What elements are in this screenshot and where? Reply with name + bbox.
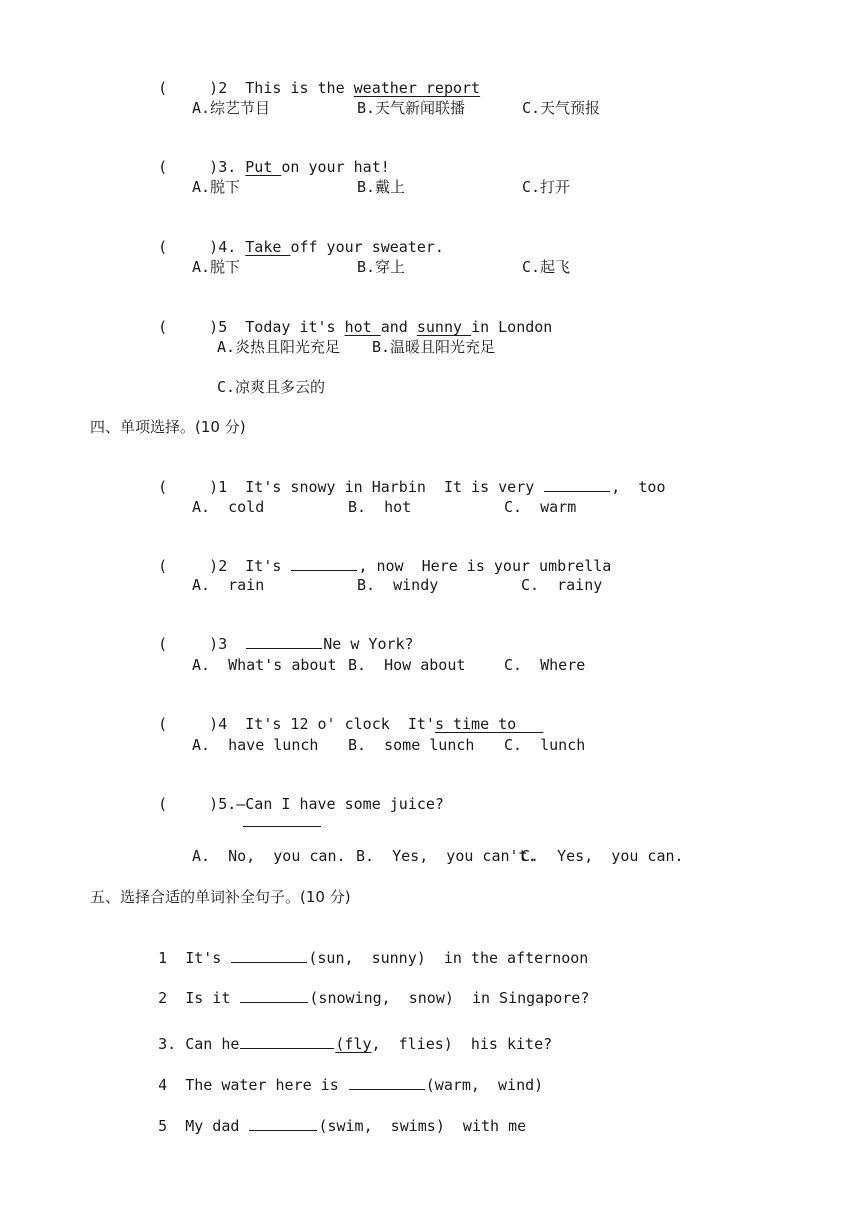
answer-paren-open[interactable]: ( <box>158 79 168 97</box>
option-c[interactable]: C. warm <box>504 498 577 516</box>
question-text: It's 12 o' clock It' <box>245 715 435 733</box>
sentence-text: It's <box>185 949 231 967</box>
option-a[interactable]: A. have lunch <box>192 736 319 754</box>
option-a[interactable]: A.炎热且阳光充足 <box>217 338 341 356</box>
question-text-end: in London <box>471 318 553 336</box>
answer-paren-open[interactable]: ( <box>158 557 168 575</box>
underlined-word-sunny: sunny <box>416 318 472 336</box>
option-a[interactable]: A. cold <box>192 498 265 516</box>
option-c[interactable]: C.起飞 <box>522 258 571 276</box>
answer-paren-close: ) <box>209 158 219 176</box>
sentence-text: Can he <box>185 1035 240 1053</box>
answer-paren-open[interactable]: ( <box>158 238 168 256</box>
answer-paren-open[interactable]: ( <box>158 795 168 813</box>
option-b[interactable]: B. some lunch <box>348 736 475 754</box>
option-b[interactable]: B. How about <box>348 656 466 674</box>
sentence-5-5 <box>122 1096 526 1156</box>
answer-paren-open[interactable]: ( <box>158 318 168 336</box>
option-a[interactable]: A. rain <box>192 576 265 594</box>
underlined-phrase: Put <box>245 158 282 176</box>
section-4-title: 四、单项选择。(10 分) <box>90 418 246 436</box>
option-b[interactable]: B. Yes, you can't. <box>356 847 537 865</box>
answer-paren-close: ) <box>209 557 219 575</box>
answer-blank[interactable] <box>349 1075 425 1090</box>
answer-paren-open[interactable]: ( <box>158 158 168 176</box>
answer-blank[interactable] <box>243 826 321 827</box>
question-text: This is the <box>245 79 354 97</box>
question-number: 2 <box>218 557 228 575</box>
underlined-word-hot: hot <box>344 318 381 336</box>
option-a[interactable]: A.脱下 <box>192 258 241 276</box>
answer-paren-close: ) <box>209 238 219 256</box>
answer-paren-close: ) <box>209 635 219 653</box>
option-c[interactable]: C.打开 <box>522 178 571 196</box>
question-text-end: , too <box>611 478 666 496</box>
option-a[interactable]: A.脱下 <box>192 178 241 196</box>
question-text: off your sweater. <box>290 238 444 256</box>
question-text: It's snowy in Harbin It is very <box>245 478 544 496</box>
option-a[interactable]: A.综艺节目 <box>192 99 271 117</box>
option-b[interactable]: B.天气新闻联播 <box>357 99 466 117</box>
answer-paren-open[interactable]: ( <box>158 478 168 496</box>
sentence-text-end: (sun, sunny) in the afternoon <box>308 949 589 967</box>
sentence-text-end: (warm, wind) <box>425 1076 544 1094</box>
answer-blank[interactable] <box>291 556 357 571</box>
sentence-number: 1 <box>158 949 168 967</box>
option-c[interactable]: C.天气预报 <box>522 99 601 117</box>
option-c[interactable]: C. lunch <box>504 736 586 754</box>
answer-blank[interactable] <box>544 477 610 492</box>
question-text: on your hat! <box>281 158 390 176</box>
sentence-text-end: , flies) his kite? <box>371 1035 553 1053</box>
answer-blank[interactable] <box>249 1116 317 1131</box>
question-text: It's <box>245 557 291 575</box>
question-number: 3 <box>218 635 228 653</box>
answer-blank[interactable] <box>231 948 307 963</box>
answer-paren-close: ) <box>209 318 219 336</box>
sentence-number: 2 <box>158 989 168 1007</box>
answer-blank[interactable] <box>240 1034 334 1049</box>
answer-blank[interactable] <box>240 988 308 1003</box>
underlined-phrase: s time to <box>434 715 544 733</box>
question-number: 5. <box>218 795 237 813</box>
question-text: Ne w York? <box>323 635 414 653</box>
answer-paren-close: ) <box>209 715 219 733</box>
sentence-text: The water here is <box>185 1076 348 1094</box>
answer-paren-open[interactable]: ( <box>158 715 168 733</box>
answer-paren-open[interactable]: ( <box>158 635 168 653</box>
question-number: 5 <box>218 318 228 336</box>
question-3-3 <box>122 137 390 197</box>
option-a[interactable]: A. No, you can. <box>192 847 346 865</box>
question-number: 3. <box>218 158 237 176</box>
sentence-number: 4 <box>158 1076 168 1094</box>
question-number: 4 <box>218 715 228 733</box>
sentence-text: Is it <box>185 989 240 1007</box>
question-text: Today it's <box>245 318 345 336</box>
sentence-number: 5 <box>158 1117 168 1135</box>
question-4-4 <box>122 694 543 754</box>
sentence-text-end: (snowing, snow) in Singapore? <box>309 989 590 1007</box>
answer-paren-close: ) <box>209 795 219 813</box>
question-4-5 <box>122 774 444 834</box>
option-b[interactable]: B. windy <box>357 576 439 594</box>
question-text-end: , now Here is your umbrella <box>358 557 612 575</box>
option-c[interactable]: C.凉爽且多云的 <box>217 378 326 396</box>
question-number: 2 <box>218 79 228 97</box>
option-c[interactable]: C. Yes, you can. <box>521 847 684 865</box>
option-c[interactable]: C. Where <box>504 656 586 674</box>
question-number: 1 <box>218 478 228 496</box>
option-a[interactable]: A. What's about <box>192 656 337 674</box>
option-c[interactable]: C. rainy <box>521 576 603 594</box>
question-text-mid: and <box>380 318 417 336</box>
option-b[interactable]: B.穿上 <box>357 258 406 276</box>
section-5-title: 五、选择合适的单词补全句子。(10 分) <box>90 888 351 906</box>
option-b[interactable]: B. hot <box>348 498 412 516</box>
answer-blank[interactable] <box>246 634 322 649</box>
option-b[interactable]: B.温暖且阳光充足 <box>372 338 496 356</box>
question-text: —Can I have some juice? <box>236 795 444 813</box>
option-b[interactable]: B.戴上 <box>357 178 406 196</box>
sentence-number: 3. <box>158 1035 177 1053</box>
underlined-phrase: Take <box>245 238 291 256</box>
sentence-text: My dad <box>185 1117 249 1135</box>
underlined-word-fly: (fly <box>335 1035 372 1053</box>
underlined-phrase: weather report <box>353 79 481 97</box>
question-number: 4. <box>218 238 237 256</box>
sentence-text-end: (swim, swims) with me <box>318 1117 527 1135</box>
answer-paren-close: ) <box>209 478 219 496</box>
answer-paren-close: ) <box>209 79 219 97</box>
